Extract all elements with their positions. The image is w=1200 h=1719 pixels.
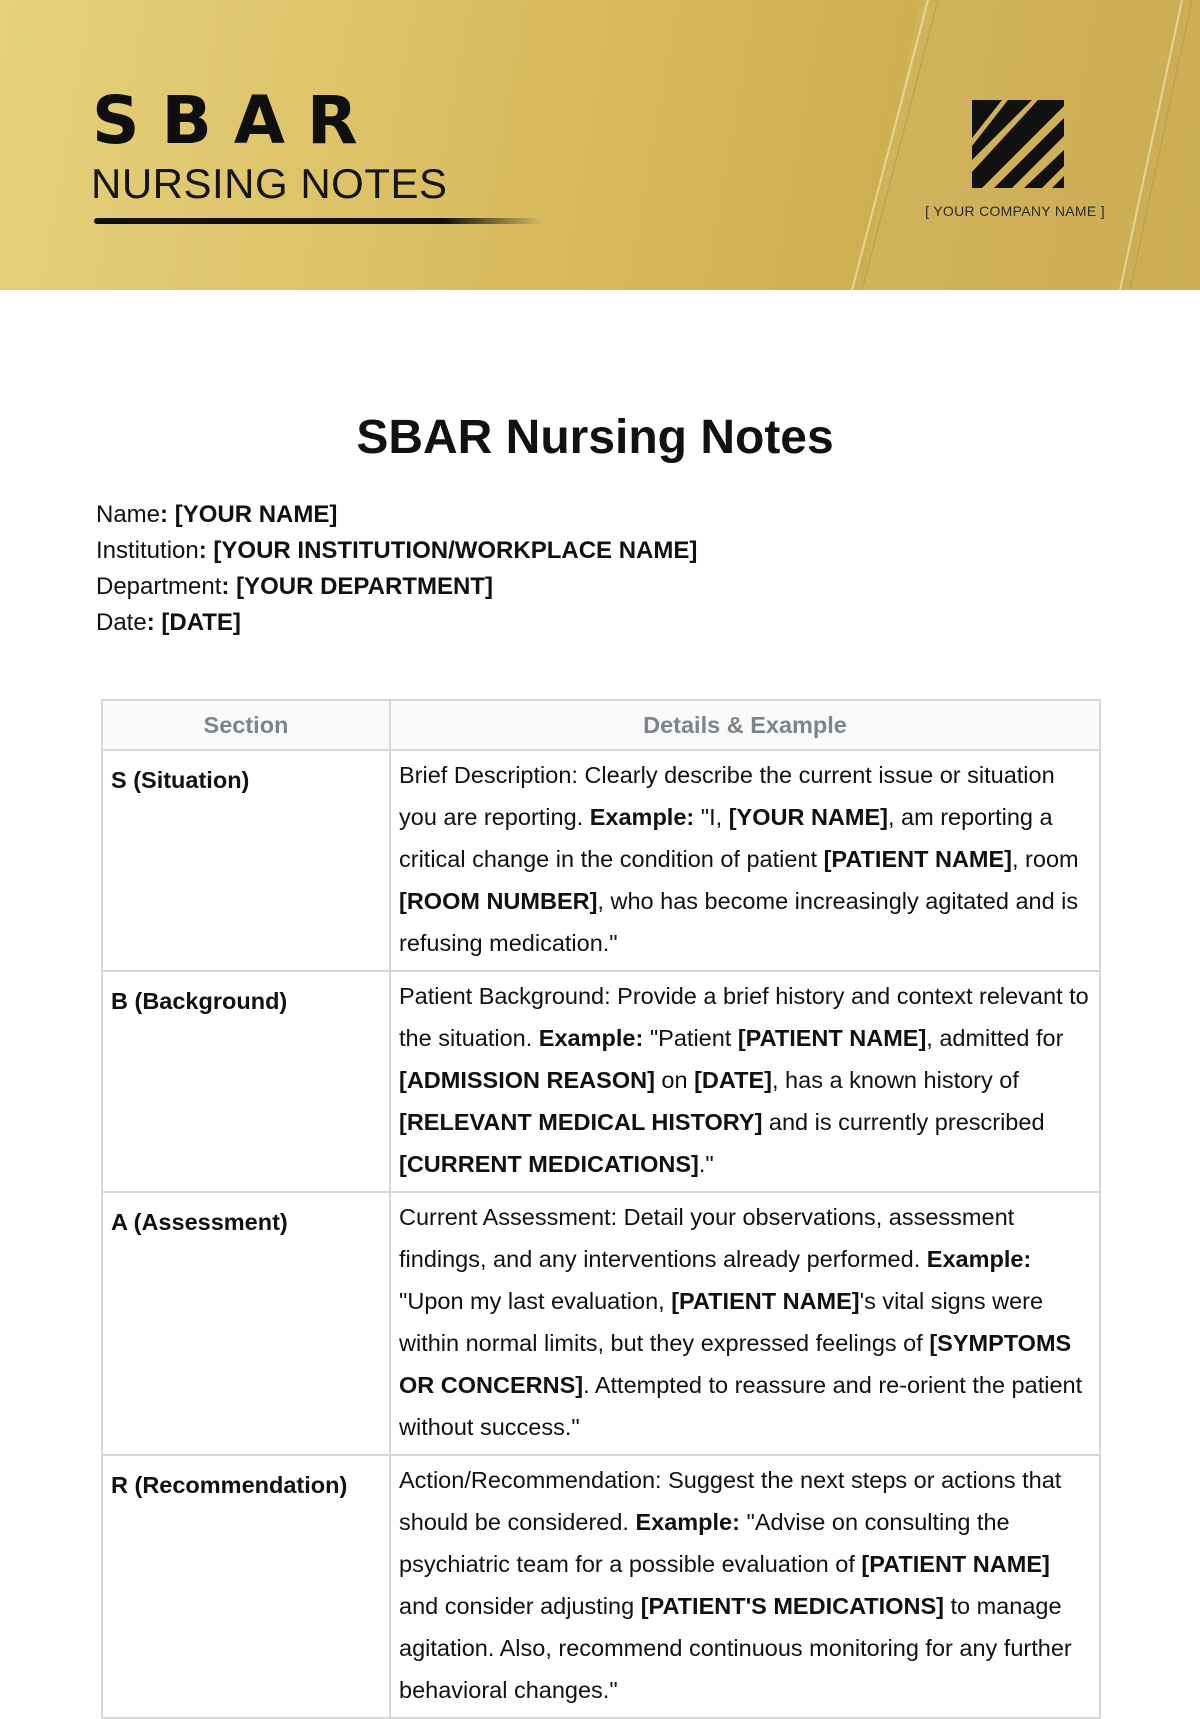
table-row — [102, 1455, 1100, 1718]
bold-text: [ADMISSION REASON] — [399, 1067, 655, 1093]
institution-field: Institution: [YOUR INSTITUTION/WORKPLACE NAME] — [96, 537, 698, 564]
table-row — [102, 750, 1100, 971]
bold-text: [PATIENT NAME] — [861, 1551, 1050, 1577]
details-cell — [390, 1455, 1100, 1718]
details-cell — [390, 750, 1100, 971]
text: , admitted for — [926, 1025, 1064, 1051]
section-cell: R (Recommendation) — [102, 1455, 390, 1718]
details-cell — [390, 971, 1100, 1192]
brand-title: SBAR — [92, 82, 380, 159]
department-label: Department — [96, 573, 222, 600]
company-name: [ YOUR COMPANY NAME ] — [925, 203, 1105, 219]
name-label: Name — [96, 501, 161, 528]
section-cell: S (Situation) — [102, 750, 390, 971]
header-banner — [0, 0, 1200, 290]
text: , who has become increasingly agitated and is refusing medication." — [399, 888, 1079, 956]
brand-subtitle: NURSING NOTES — [91, 160, 448, 207]
brand-underline — [94, 218, 542, 224]
date-field: Date: [DATE] — [96, 609, 241, 636]
page-title: SBAR Nursing Notes — [356, 411, 834, 464]
text: Current Assessment: Detail your observations, assessment findings, and any interventions already performed. — [399, 1204, 1015, 1272]
document-info — [96, 497, 697, 641]
institution-label: Institution — [96, 537, 199, 564]
name-value: [YOUR NAME] — [174, 501, 338, 528]
bold-text: [PATIENT NAME] — [671, 1288, 860, 1314]
text: "I, — [694, 804, 729, 830]
bold-text: [DATE] — [694, 1067, 772, 1093]
date-value: [DATE] — [161, 609, 241, 636]
text: "Upon my last evaluation, — [399, 1288, 672, 1314]
bold-text: [PATIENT'S MEDICATIONS] — [640, 1593, 944, 1619]
company-logo-icon — [972, 100, 1064, 188]
text: , has a known history of — [772, 1067, 1019, 1093]
text: on — [654, 1067, 695, 1093]
bold-text: [SYMPTOMS OR CONCERNS] — [399, 1330, 1072, 1398]
text: . Attempted to reassure and re-orient the patient without success." — [399, 1372, 1083, 1440]
table-header-row — [102, 700, 1100, 750]
text: Brief Description: Clearly describe the current issue or situation you are reporting. — [399, 762, 1055, 830]
department-field: Department: [YOUR DEPARTMENT] — [96, 573, 493, 600]
bold-text: Example: — [926, 1246, 1032, 1272]
bold-text: [CURRENT MEDICATIONS] — [399, 1151, 699, 1177]
institution-value: [YOUR INSTITUTION/WORKPLACE NAME] — [213, 537, 698, 564]
text: , am reporting a critical change in the condition of patient — [399, 804, 1053, 872]
text: 's vital signs were within normal limits, but they expressed feelings of — [399, 1288, 1044, 1356]
text: Patient Background: Provide a brief history and context relevant to the situation. — [399, 983, 1089, 1051]
bold-text: [YOUR NAME] — [728, 804, 888, 830]
bold-text: [PATIENT NAME] — [737, 1025, 927, 1051]
text: "Advise on consulting the psychiatric team for a possible evaluation of — [399, 1509, 1010, 1577]
text: "Patient — [643, 1025, 738, 1051]
section-column-header: Section — [102, 700, 390, 750]
text: to manage agitation. Also, recommend continuous monitoring for any further behavioral changes." — [399, 1593, 1072, 1703]
details-column-header: Details & Example — [390, 700, 1100, 750]
section-cell: B (Background) — [102, 971, 390, 1192]
bold-text: [PATIENT NAME] — [823, 846, 1012, 872]
bold-text: Example: — [635, 1509, 740, 1535]
bold-text: [ROOM NUMBER] — [399, 888, 598, 914]
text: and is currently prescribed — [762, 1109, 1045, 1135]
text: , room — [1012, 846, 1079, 872]
name-field: Name: [YOUR NAME] — [96, 501, 338, 528]
sbar-table — [101, 699, 1101, 1719]
text: and consider adjusting — [399, 1593, 641, 1619]
section-cell: A (Assessment) — [102, 1192, 390, 1455]
date-label: Date — [96, 609, 147, 636]
table-row — [102, 1192, 1100, 1455]
bold-text: Example: — [538, 1025, 644, 1051]
text: Action/Recommendation: Suggest the next steps or actions that should be considered. — [399, 1467, 1062, 1535]
table-row — [102, 971, 1100, 1192]
text: ." — [698, 1151, 714, 1177]
department-value: [YOUR DEPARTMENT] — [236, 573, 493, 600]
details-cell — [390, 1192, 1100, 1455]
bold-text: [RELEVANT MEDICAL HISTORY] — [399, 1109, 763, 1135]
bold-text: Example: — [589, 804, 695, 830]
